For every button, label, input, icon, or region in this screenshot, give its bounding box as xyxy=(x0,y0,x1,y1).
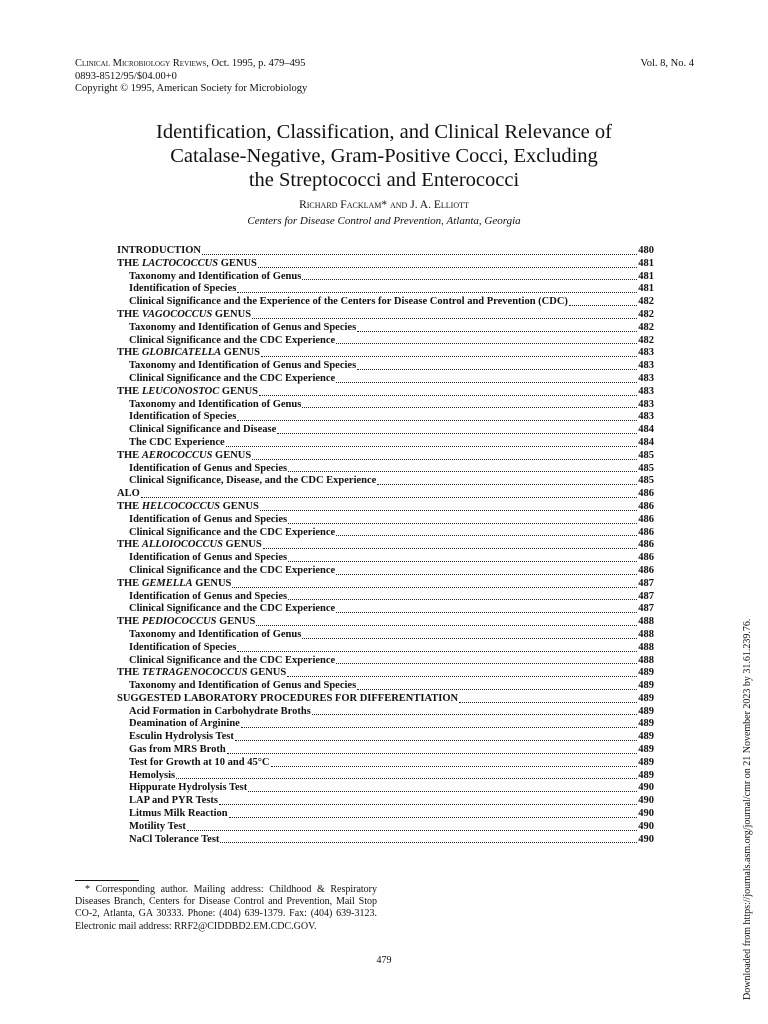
toc-entry xyxy=(117,616,654,629)
toc-page-number: 486 xyxy=(638,552,654,564)
toc-page-number: 485 xyxy=(638,449,654,461)
toc-entry-label xyxy=(129,463,287,476)
toc-subentry xyxy=(117,757,654,770)
toc-page-number: 482 xyxy=(638,308,654,320)
toc-page-number: 487 xyxy=(638,577,654,589)
toc-page-number: 483 xyxy=(638,385,654,397)
copyright: Copyright © 1995, American Society for Microbiology xyxy=(75,83,308,94)
toc-leader-dots xyxy=(336,612,637,613)
toc-entry-text: Identification of Genus and Species xyxy=(129,462,288,474)
toc-leader-dots xyxy=(259,395,637,396)
toc-entry xyxy=(117,693,654,706)
toc-page-number: 489 xyxy=(638,731,654,743)
title-line: Identification, Classification, and Clinical Relevance of xyxy=(156,121,612,143)
article-title xyxy=(0,120,768,192)
toc-entry-label xyxy=(129,808,228,821)
toc-leader-dots xyxy=(287,676,637,677)
toc-subentry xyxy=(117,808,654,821)
toc-subentry xyxy=(117,437,654,450)
toc-entry-text: THE xyxy=(117,500,142,512)
toc-page-number: 483 xyxy=(638,372,654,384)
journal-citation: , Oct. 1995, p. 479–495 xyxy=(206,58,306,69)
toc-entry-text: Esculin Hydrolysis Test xyxy=(129,731,234,743)
toc-leader-dots xyxy=(271,766,638,767)
toc-entry-text: Deamination of Arginine xyxy=(129,718,240,730)
toc-leader-dots xyxy=(336,574,637,575)
toc-entry-label xyxy=(129,296,568,309)
toc-entry-text: Identification of Species xyxy=(129,411,237,423)
footnote-rule xyxy=(75,880,139,881)
toc-entry-label xyxy=(117,539,262,552)
toc-page-number: 481 xyxy=(638,270,654,282)
toc-page-number: 488 xyxy=(638,641,654,653)
toc-genus-name: LEUCONOSTOC xyxy=(141,385,220,397)
title-line: Catalase-Negative, Gram-Positive Cocci, Excluding xyxy=(170,145,598,167)
toc-leader-dots xyxy=(141,497,637,498)
toc-page-number: 489 xyxy=(638,692,654,704)
toc-page-number: 482 xyxy=(638,321,654,333)
toc-entry-label xyxy=(129,271,301,284)
toc-entry-text: Clinical Significance, Disease, and the CDC Experience xyxy=(129,475,377,487)
toc-entry-text: INTRODUCTION xyxy=(117,245,202,256)
toc-entry-text: THE xyxy=(117,449,142,461)
toc-page-number: 488 xyxy=(638,616,654,628)
toc-entry-text: Clinical Significance and the CDC Experience xyxy=(129,654,336,666)
toc-leader-dots xyxy=(226,446,638,447)
toc-page-number: 486 xyxy=(638,526,654,538)
toc-entry-text: NaCl Tolerance Test xyxy=(129,833,220,845)
toc-genus-name: VAGOCOCCUS xyxy=(141,308,213,320)
toc-subentry xyxy=(117,795,654,808)
toc-page-number: 486 xyxy=(638,539,654,551)
toc-entry-label xyxy=(129,782,247,795)
toc-entry-label xyxy=(129,629,301,642)
toc-leader-dots xyxy=(258,267,637,268)
toc-subentry xyxy=(117,744,654,757)
toc-leader-dots xyxy=(336,663,637,664)
toc-entry-text: Clinical Significance and the CDC Experience xyxy=(129,564,336,576)
toc-entry-label xyxy=(117,386,258,399)
toc-entry-label xyxy=(129,680,356,693)
toc-leader-dots xyxy=(288,523,637,524)
toc-entry-label xyxy=(129,744,226,757)
toc-entry xyxy=(117,488,654,501)
table-of-contents xyxy=(117,245,654,846)
toc-genus-name: ALLOIOCOCCUS xyxy=(141,539,223,551)
toc-entry-text: GENUS xyxy=(216,616,256,628)
toc-entry-text: THE xyxy=(117,347,142,359)
toc-page-number: 484 xyxy=(638,424,654,436)
toc-subentry xyxy=(117,718,654,731)
toc-leader-dots xyxy=(237,420,637,421)
toc-page-number: 481 xyxy=(638,283,654,295)
toc-leader-dots xyxy=(261,356,637,357)
toc-entry-label xyxy=(117,501,259,514)
toc-leader-dots xyxy=(256,625,637,626)
toc-leader-dots xyxy=(237,292,637,293)
toc-leader-dots xyxy=(241,727,637,728)
toc-subentry xyxy=(117,360,654,373)
toc-subentry xyxy=(117,283,654,296)
toc-subentry xyxy=(117,424,654,437)
toc-entry-label xyxy=(129,795,218,808)
toc-entry xyxy=(117,347,654,360)
toc-entry-text: Litmus Milk Reaction xyxy=(129,808,228,820)
toc-leader-dots xyxy=(277,433,637,434)
toc-entry-text: THE xyxy=(117,577,142,589)
toc-entry-text: Taxonomy and Identification of Genus and Species xyxy=(129,360,357,372)
toc-entry-label xyxy=(117,667,286,680)
toc-entry-label xyxy=(129,706,311,719)
toc-subentry xyxy=(117,514,654,527)
toc-page-number: 480 xyxy=(638,245,654,256)
toc-leader-dots xyxy=(260,510,637,511)
toc-entry-label xyxy=(129,834,219,847)
toc-entry-text: Motility Test xyxy=(129,820,186,832)
toc-entry-text: Clinical Significance and the CDC Experience xyxy=(129,526,336,538)
toc-genus-name: GEMELLA xyxy=(141,577,193,589)
toc-leader-dots xyxy=(302,279,637,280)
toc-page-number: 485 xyxy=(638,462,654,474)
toc-subentry xyxy=(117,629,654,642)
toc-genus-name: HELCOCOCCUS xyxy=(141,500,220,512)
toc-leader-dots xyxy=(288,599,637,600)
toc-page-number: 486 xyxy=(638,564,654,576)
toc-leader-dots xyxy=(336,535,637,536)
toc-entry-label xyxy=(117,578,231,591)
toc-page-number: 490 xyxy=(638,808,654,820)
toc-entry-text: GENUS xyxy=(218,257,257,269)
toc-subentry xyxy=(117,399,654,412)
toc-subentry xyxy=(117,591,654,604)
toc-leader-dots xyxy=(302,407,637,408)
toc-entry-label xyxy=(117,347,260,360)
toc-genus-name: AEROCOCCUS xyxy=(141,449,213,461)
toc-leader-dots xyxy=(235,740,637,741)
toc-leader-dots xyxy=(237,651,637,652)
toc-page-number: 489 xyxy=(638,680,654,692)
toc-leader-dots xyxy=(357,369,637,370)
page-number: 479 xyxy=(376,955,392,966)
toc-entry-text: Identification of Genus and Species xyxy=(129,590,288,602)
toc-entry xyxy=(117,539,654,552)
toc-subentry xyxy=(117,475,654,488)
toc-entry-label xyxy=(129,475,376,488)
toc-entry-label xyxy=(129,335,335,348)
issn: 0893-8512/95/$04.00+0 xyxy=(75,70,177,82)
toc-entry-text: THE xyxy=(117,667,142,679)
toc-entry-label xyxy=(129,424,276,437)
affiliation: Centers for Disease Control and Prevention, Atlanta, Georgia xyxy=(247,215,521,227)
toc-page-number: 489 xyxy=(638,705,654,717)
toc-leader-dots xyxy=(377,484,637,485)
toc-entry-text: Hippurate Hydrolysis Test xyxy=(129,782,248,794)
journal-header xyxy=(75,58,307,96)
toc-entry-text: Clinical Significance and the CDC Experience xyxy=(129,603,336,615)
toc-entry-label xyxy=(117,616,255,629)
toc-entry-text: Clinical Significance and the CDC Experience xyxy=(129,372,336,384)
toc-entry-label xyxy=(129,655,335,668)
toc-subentry xyxy=(117,411,654,424)
toc-entry-label xyxy=(117,245,201,258)
toc-entry-label xyxy=(129,552,287,565)
toc-entry-label xyxy=(117,258,257,271)
toc-page-number: 486 xyxy=(638,500,654,512)
toc-leader-dots xyxy=(302,638,637,639)
toc-subentry xyxy=(117,373,654,386)
toc-entry-label xyxy=(129,731,234,744)
toc-entry-text: Identification of Genus and Species xyxy=(129,552,288,564)
toc-page-number: 488 xyxy=(638,628,654,640)
toc-genus-name: LACTOCOCCUS xyxy=(141,257,219,269)
toc-page-number: 489 xyxy=(638,744,654,756)
toc-page-number: 489 xyxy=(638,769,654,781)
toc-page-number: 486 xyxy=(638,513,654,525)
toc-entry-text: Identification of Species xyxy=(129,283,237,295)
toc-entry-text: GENUS xyxy=(192,577,232,589)
toc-entry-text: LAP and PYR Tests xyxy=(129,795,218,807)
toc-subentry xyxy=(117,655,654,668)
author-name: J. A. Elliott xyxy=(410,199,469,211)
toc-entry-label xyxy=(117,488,140,501)
toc-leader-dots xyxy=(229,817,638,818)
toc-page-number: 483 xyxy=(638,347,654,359)
toc-entry-text: Taxonomy and Identification of Genus and Species xyxy=(129,321,357,333)
toc-entry-label xyxy=(129,437,225,450)
toc-leader-dots xyxy=(227,753,638,754)
toc-entry-text: Taxonomy and Identification of Genus xyxy=(129,628,302,640)
toc-entry-text: THE xyxy=(117,616,142,628)
toc-entry-label xyxy=(129,373,335,386)
toc-entry-text: THE xyxy=(117,385,142,397)
toc-leader-dots xyxy=(263,548,638,549)
toc-subentry xyxy=(117,271,654,284)
footnote: * Corresponding author. Mailing address: Childhood & Respiratory Diseases Branch, Centers for Disease Control and Prevention, Mail Stop CO-2, Atlanta, GA 30333. Phone: (404) 639-1379. Fax: (404) 639-3123. Electronic mail address: RRF2@CIDDBD2.EM.CDC.GOV. xyxy=(75,884,377,932)
toc-entry-label xyxy=(129,591,287,604)
toc-entry-text: Clinical Significance and the CDC Experience xyxy=(129,334,336,346)
toc-subentry xyxy=(117,565,654,578)
toc-subentry xyxy=(117,642,654,655)
toc-leader-dots xyxy=(220,842,637,843)
toc-subentry xyxy=(117,770,654,783)
toc-leader-dots xyxy=(336,343,637,344)
toc-page-number: 484 xyxy=(638,436,654,448)
corresponding-marker: * xyxy=(381,199,388,211)
toc-entry-text: GENUS xyxy=(222,539,262,551)
toc-subentry xyxy=(117,821,654,834)
toc-entry-label xyxy=(129,283,236,296)
toc-entry-label xyxy=(129,718,240,731)
toc-entry-label xyxy=(117,450,251,463)
toc-subentry xyxy=(117,834,654,847)
toc-entry-label xyxy=(129,514,287,527)
toc-leader-dots xyxy=(288,561,637,562)
toc-entry-label xyxy=(129,603,335,616)
toc-entry-label xyxy=(129,322,356,335)
journal-name: Clinical Microbiology Reviews xyxy=(75,58,207,69)
toc-page-number: 483 xyxy=(638,411,654,423)
toc-entry-text: GENUS xyxy=(247,667,287,679)
toc-entry xyxy=(117,258,654,271)
toc-entry-text: ALO xyxy=(117,488,140,500)
toc-entry-label xyxy=(117,309,251,322)
toc-subentry xyxy=(117,552,654,565)
toc-entry-text: THE xyxy=(117,257,142,269)
toc-leader-dots xyxy=(336,382,637,383)
toc-entry-text: GENUS xyxy=(220,500,259,512)
toc-leader-dots xyxy=(248,791,637,792)
toc-leader-dots xyxy=(252,318,637,319)
toc-entry-text: THE xyxy=(117,308,142,320)
toc-page-number: 482 xyxy=(638,334,654,346)
toc-entry-label xyxy=(117,693,458,706)
toc-leader-dots xyxy=(202,254,637,255)
toc-entry-text: Hemolysis xyxy=(129,769,176,781)
author-name: Richard Facklam xyxy=(299,199,382,211)
toc-entry xyxy=(117,386,654,399)
toc-subentry xyxy=(117,603,654,616)
toc-entry-label xyxy=(129,411,236,424)
toc-entry-text: Clinical Significance and the Experience of the Centers for Disease Control and Prevention (CDC) xyxy=(129,296,568,308)
toc-entry-label xyxy=(129,770,175,783)
toc-entry-label xyxy=(129,360,356,373)
toc-entry xyxy=(117,667,654,680)
toc-entry-text: GENUS xyxy=(212,308,252,320)
toc-leader-dots xyxy=(252,459,637,460)
toc-page-number: 490 xyxy=(638,820,654,832)
toc-leader-dots xyxy=(176,778,637,779)
toc-entry-text: Gas from MRS Broth xyxy=(129,744,226,756)
toc-subentry xyxy=(117,527,654,540)
toc-entry-text: GENUS xyxy=(212,449,252,461)
toc-subentry xyxy=(117,680,654,693)
toc-entry-label xyxy=(129,821,186,834)
toc-page-number: 490 xyxy=(638,782,654,794)
toc-page-number: 490 xyxy=(638,795,654,807)
toc-page-number: 483 xyxy=(638,360,654,372)
toc-page-number: 485 xyxy=(638,475,654,487)
toc-leader-dots xyxy=(357,689,637,690)
toc-entry-label xyxy=(129,527,335,540)
toc-entry xyxy=(117,578,654,591)
toc-entry-text: The CDC Experience xyxy=(129,436,225,448)
toc-entry xyxy=(117,245,654,258)
toc-leader-dots xyxy=(459,702,637,703)
toc-leader-dots xyxy=(569,305,637,306)
toc-subentry xyxy=(117,782,654,795)
toc-entry-text: SUGGESTED LABORATORY PROCEDURES FOR DIFFERENTIATION xyxy=(117,692,459,704)
author-conjunction: and xyxy=(387,199,411,211)
toc-entry-label xyxy=(129,565,335,578)
toc-page-number: 482 xyxy=(638,296,654,308)
toc-genus-name: GLOBICATELLA xyxy=(141,347,222,359)
toc-genus-name: TETRAGENOCOCCUS xyxy=(141,667,248,679)
toc-entry-text: GENUS xyxy=(221,347,260,359)
toc-page-number: 487 xyxy=(638,603,654,615)
toc-entry-text: Identification of Species xyxy=(129,641,237,653)
toc-subentry xyxy=(117,463,654,476)
toc-leader-dots xyxy=(219,804,637,805)
toc-entry xyxy=(117,309,654,322)
toc-entry-text: THE xyxy=(117,539,142,551)
volume-info: Vol. 8, No. 4 xyxy=(640,58,694,69)
toc-entry-text: Clinical Significance and Disease xyxy=(129,424,277,436)
toc-leader-dots xyxy=(288,471,637,472)
download-notice: Downloaded from https://journals.asm.org/journal/cmr on 21 November 2023 by 31.61.239.76. xyxy=(742,618,753,1000)
toc-entry-text: Taxonomy and Identification of Genus and Species xyxy=(129,680,357,692)
toc-leader-dots xyxy=(187,830,637,831)
toc-page-number: 489 xyxy=(638,718,654,730)
toc-entry xyxy=(117,450,654,463)
toc-page-number: 483 xyxy=(638,398,654,410)
toc-entry-text: Acid Formation in Carbohydrate Broths xyxy=(129,705,311,717)
toc-leader-dots xyxy=(312,714,637,715)
toc-page-number: 489 xyxy=(638,756,654,768)
toc-entry-text: Taxonomy and Identification of Genus xyxy=(129,270,302,282)
toc-subentry xyxy=(117,731,654,744)
toc-entry-text: GENUS xyxy=(219,385,259,397)
toc-entry-label xyxy=(129,642,236,655)
toc-page-number: 488 xyxy=(638,654,654,666)
toc-subentry xyxy=(117,706,654,719)
toc-entry xyxy=(117,501,654,514)
toc-entry-text: Taxonomy and Identification of Genus xyxy=(129,398,302,410)
toc-subentry xyxy=(117,335,654,348)
toc-genus-name: PEDIOCOCCUS xyxy=(141,616,217,628)
toc-page-number: 481 xyxy=(638,257,654,269)
toc-leader-dots xyxy=(357,331,637,332)
toc-entry-text: Identification of Genus and Species xyxy=(129,513,288,525)
toc-page-number: 490 xyxy=(638,833,654,845)
title-line: the Streptococci and Enterococci xyxy=(248,169,520,191)
toc-entry-label xyxy=(129,399,301,412)
toc-page-number: 486 xyxy=(638,488,654,500)
toc-leader-dots xyxy=(232,587,637,588)
toc-subentry xyxy=(117,296,654,309)
toc-subentry xyxy=(117,322,654,335)
toc-entry-text: Test for Growth at 10 and 45°C xyxy=(129,756,270,768)
toc-entry-label xyxy=(129,757,270,770)
author-list xyxy=(0,198,768,212)
toc-page-number: 487 xyxy=(638,590,654,602)
toc-page-number: 489 xyxy=(638,667,654,679)
